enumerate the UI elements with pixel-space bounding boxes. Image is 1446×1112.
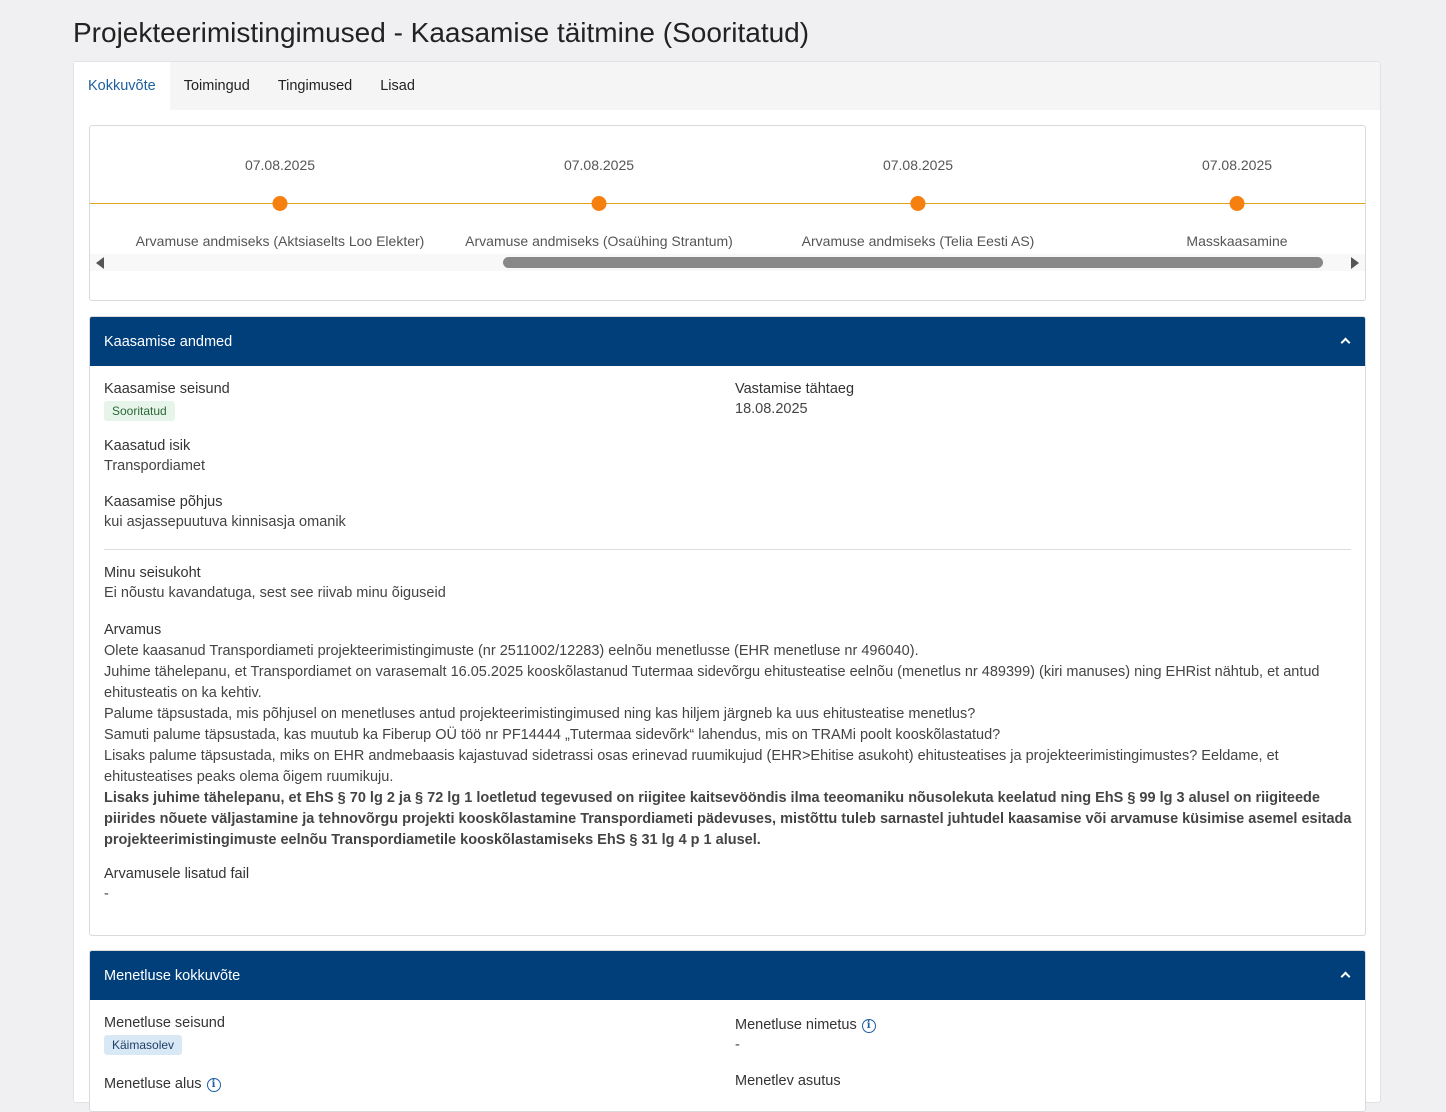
kaasamise-andmed-section	[89, 316, 1366, 936]
menetlev-asutus-field	[735, 1073, 841, 1093]
kaasatud-isik-field	[104, 438, 205, 474]
kaasamise-seisund-field	[104, 381, 230, 421]
scroll-right-arrow-icon[interactable]	[1351, 257, 1359, 269]
field-label: Kaasamise põhjus	[104, 494, 223, 510]
field-value: Ei nõustu kavandatuga, sest see riivab minu õiguseid	[104, 585, 446, 601]
field-label: Kaasamise seisund	[104, 381, 230, 397]
divider	[104, 549, 1351, 550]
kaasamise-pohjus-field	[104, 494, 346, 530]
arvamus-line: Palume täpsustada, mis põhjusel on menetluses antud projekteerimistingimused ning kas hiljem järgneb ka uus ehitusteatise menetlus?	[104, 706, 976, 722]
status-badge: Käimasolev	[104, 1035, 182, 1055]
tab-kokkuvote[interactable]: Kokkuvõte	[74, 62, 170, 110]
menetluse-kokkuvote-header[interactable]	[90, 951, 1365, 1000]
field-label: Kaasatud isik	[104, 438, 191, 454]
arvamus-line: Olete kaasanud Transpordiameti projekteerimistingimuste (nr 2511002/12283) eelnõu menetlusse (EHR menetluse nr 496040).	[104, 643, 919, 659]
timeline-date: 07.08.2025	[244, 157, 316, 173]
timeline	[89, 125, 1366, 301]
timeline-date: 07.08.2025	[563, 157, 635, 173]
minu-seisukoht-field	[104, 565, 446, 601]
field-label: Arvamus	[104, 622, 162, 638]
tab-lisad[interactable]: Lisad	[380, 78, 415, 94]
scrollbar-thumb[interactable]	[503, 257, 1323, 268]
kaasamise-andmed-header[interactable]	[90, 317, 1365, 366]
timeline-label: Arvamuse andmiseks (Telia Eesti AS)	[801, 233, 1035, 249]
info-icon[interactable]: i	[862, 1019, 876, 1033]
field-value: -	[735, 1037, 740, 1053]
vastamise-tahtaeg-field	[735, 381, 854, 417]
timeline-date: 07.08.2025	[882, 157, 954, 173]
tab-toimingud[interactable]: Toimingud	[183, 78, 250, 94]
field-label: Menetlev asutus	[735, 1073, 841, 1089]
field-label	[735, 1017, 876, 1033]
timeline-label: Masskaasamine	[1186, 233, 1288, 249]
main-card	[73, 61, 1381, 1103]
scroll-left-arrow-icon[interactable]	[96, 257, 104, 269]
menetluse-alus-field	[104, 1076, 221, 1096]
field-label-text: Menetluse nimetus	[735, 1017, 857, 1033]
field-label	[104, 1076, 221, 1092]
field-value: 18.08.2025	[735, 401, 808, 417]
field-value: Transpordiamet	[104, 458, 206, 474]
timeline-dot[interactable]	[273, 196, 288, 211]
arvamus-line: Samuti palume täpsustada, kas muutub ka Fiberup OÜ töö nr PF14444 „Tutermaa sidevõrk“ lahendus, mis on TRAMi poolt kooskõlastatud?	[104, 727, 1001, 743]
field-label: Menetluse seisund	[104, 1015, 225, 1031]
field-label: Minu seisukoht	[104, 565, 201, 581]
arvamuse-fail-field	[104, 866, 249, 902]
field-value: -	[104, 886, 109, 902]
section-title: Kaasamise andmed	[104, 333, 233, 350]
tab-tingimused[interactable]: Tingimused	[277, 78, 353, 94]
field-value: kui asjassepuutuva kinnisasja omanik	[104, 514, 346, 530]
arvamus-line: Juhime tähelepanu, et Transpordiamet on varasemalt 16.05.2025 kooskõlastanud Tutermaa sidevõrgu ehitusteatise eelnõu (menetlus nr 489399) (kiri manuses) ning EHRist nähtub, et antud ehitusteatis on ka kehtiv.	[104, 664, 1320, 701]
chevron-up-icon[interactable]	[1341, 338, 1351, 348]
chevron-up-icon[interactable]	[1341, 972, 1351, 982]
field-label: Arvamusele lisatud fail	[104, 866, 250, 882]
timeline-label: Arvamuse andmiseks (Aktsiaselts Loo Elekter)	[135, 233, 425, 249]
menetluse-seisund-field	[104, 1015, 225, 1055]
arvamus-line: Lisaks palume täpsustada, miks on EHR andmebaasis kajastuvad sidetrassi osas erinevad ruumikujud (EHR>Ehitise asukoht) ehitusteatises ja projekteerimistingimustes? Eeldame, et ehitusteatises peaks olema õigem ruumikuju.	[104, 748, 1279, 785]
page-title: Projekteerimistingimused - Kaasamise täitmine (Sooritatud)	[73, 17, 810, 48]
timeline-date: 07.08.2025	[1201, 157, 1273, 173]
timeline-dot[interactable]	[592, 196, 607, 211]
tab-bar	[74, 62, 1380, 110]
timeline-dot[interactable]	[1230, 196, 1245, 211]
timeline-label: Arvamuse andmiseks (Osaühing Strantum)	[465, 233, 733, 249]
status-badge: Sooritatud	[104, 401, 175, 421]
field-label-text: Menetluse alus	[104, 1076, 202, 1092]
arvamus-bold-paragraph: Lisaks juhime tähelepanu, et EhS § 70 lg 2 ja § 72 lg 1 loetletud tegevused on riigitee kaitsevööndis ilma teeomaniku nõusolekuta keelatud ning EhS § 99 lg 3 alusel on riigiteede piirides nõuete väljastamine ja tehnovõrgu projekti kooskõlastamine Transpordiameti pädevuses, mistõttu tuleb sarnastel juhtudel kaasamise või arvamuse küsimise asemel esitada projekteerimistingimuste eelnõu Transpordiametile kooskõlastamiseks EhS § 31 lg 4 p 1 alusel.	[104, 790, 1352, 848]
field-label: Vastamise tähtaeg	[735, 381, 855, 397]
info-icon[interactable]: i	[207, 1078, 221, 1092]
arvamus-field	[104, 620, 1354, 851]
menetluse-kokkuvote-section	[89, 950, 1366, 1112]
timeline-scrollbar[interactable]	[90, 254, 1365, 271]
timeline-dot[interactable]	[911, 196, 926, 211]
section-title: Menetluse kokkuvõte	[104, 967, 241, 984]
menetluse-nimetus-field	[735, 1017, 876, 1053]
